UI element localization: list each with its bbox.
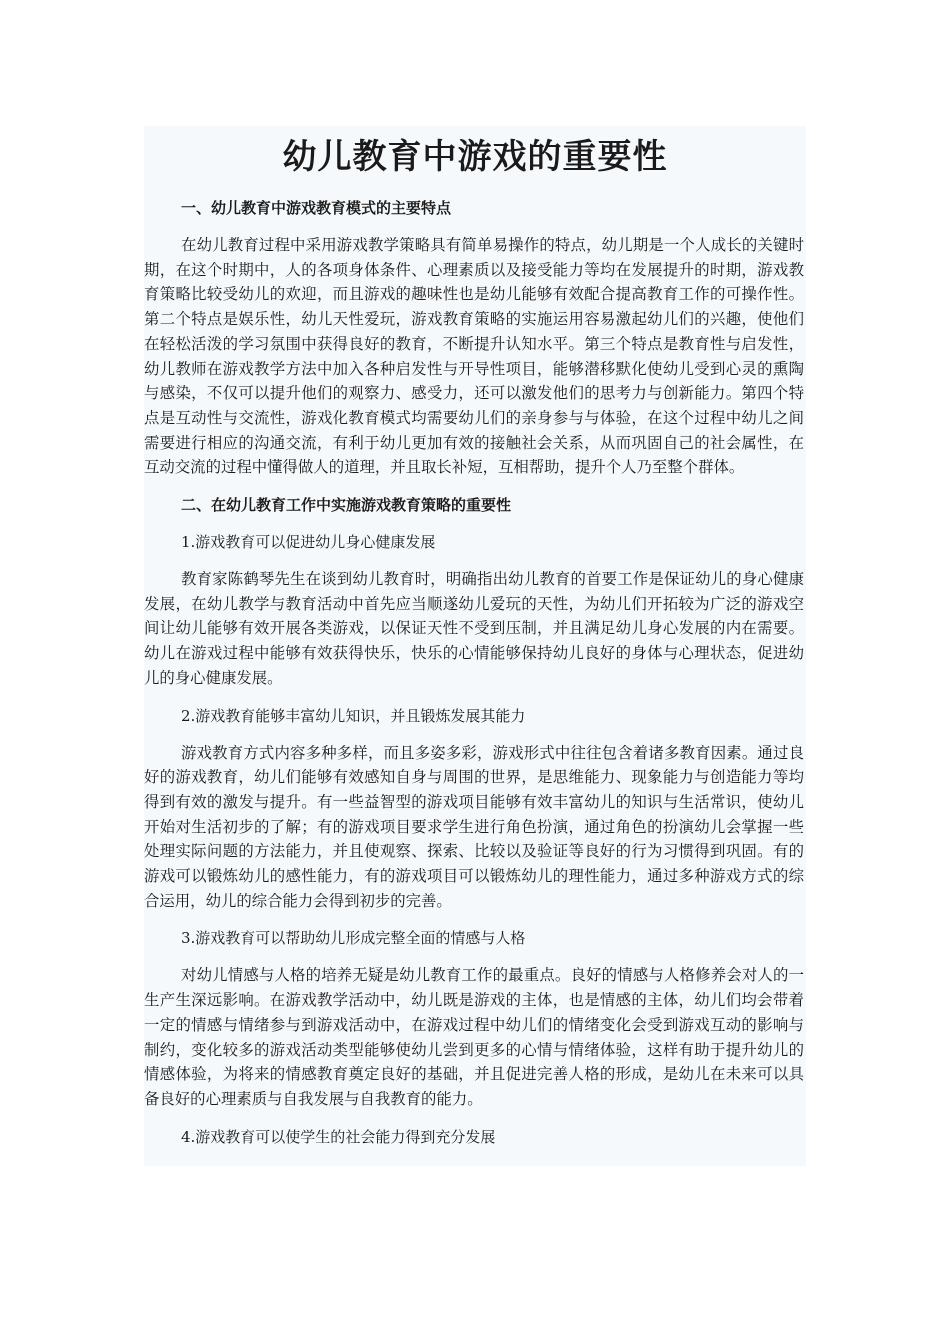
document-title: 幼儿教育中游戏的重要性 bbox=[282, 137, 668, 177]
subsection-2-heading: 2.游戏教育能够丰富幼儿知识，并且锻炼发展其能力 bbox=[181, 706, 526, 725]
subsection-3-paragraph: 对幼儿情感与人格的培养无疑是幼儿教育工作的最重点。良好的情感与人格修养会对人的一生产生深远影响。在游戏教学活动中，幼儿既是游戏的主体，也是情感的主体，幼儿们均会带着一定的情感与情绪参与到游戏活动中，在游戏过程中幼儿们的情绪变化会受到游戏互动的影响与制约，变化较多的游戏活动类型能够使幼儿尝到更多的心情与情绪体验，这样有助于提升幼儿的情感体验，为将来的情感教育奠定良好的基础，并且促进完善人格的形成，是幼儿在未来可以具备良好的心理素质与自我发展与自我教育的能力。 bbox=[144, 966, 804, 1108]
subsection-1-paragraph: 教育家陈鹤琴先生在谈到幼儿教育时，明确指出幼儿教育的首要工作是保证幼儿的身心健康发展，在幼儿教学与教育活动中首先应当顺遂幼儿爱玩的天性，为幼儿们开拓较为广泛的游戏空间让幼儿能够有效开展各类游戏，以保证天性不受到压制，并且满足幼儿身心发展的内在需要。幼儿在游戏过程中能够有效获得快乐，快乐的心情能够保持幼儿良好的身体与心理状态，促进幼儿的身心健康发展。 bbox=[144, 570, 804, 687]
document-page bbox=[144, 126, 806, 1166]
subsection-1-heading: 1.游戏教育可以促进幼儿身心健康发展 bbox=[181, 533, 436, 552]
subsection-2-paragraph: 游戏教育方式内容多种多样，而且多姿多彩，游戏形式中往往包含着诸多教育因素。通过良好的游戏教育，幼儿们能够有效感知自身与周围的世界，是思维能力、现象能力与创造能力等均得到有效的激发与提升。有一些益智型的游戏项目能够有效丰富幼儿的知识与生活常识，使幼儿开始对生活初步的了解；有的游戏项目要求学生进行角色扮演，通过角色的扮演幼儿会掌握一些处理实际问题的方法能力，并且使观察、探索、比较以及验证等良好的行为习惯得到巩固。有的游戏可以锻炼幼儿的感性能力，有的游戏项目可以锻炼幼儿的理性能力，通过多种游戏方式的综合运用，幼儿的综合能力会得到初步的完善。 bbox=[144, 743, 804, 910]
spacer bbox=[144, 691, 806, 704]
spacer bbox=[144, 728, 806, 741]
subsection-3-heading: 3.游戏教育可以帮助幼儿形成完整全面的情感与人格 bbox=[181, 929, 526, 948]
spacer bbox=[144, 554, 806, 567]
spacer bbox=[144, 950, 806, 963]
subsection-4-heading: 4.游戏教育可以使学生的社会能力得到充分发展 bbox=[181, 1127, 496, 1146]
section-2-heading: 二、在幼儿教育工作中实施游戏教育策略的重要性 bbox=[181, 496, 512, 515]
spacer bbox=[144, 184, 806, 196]
spacer bbox=[144, 480, 806, 493]
spacer bbox=[144, 913, 806, 926]
spacer bbox=[144, 517, 806, 530]
section-1-paragraph: 在幼儿教育过程中采用游戏教学策略具有简单易操作的特点，幼儿期是一个人成长的关键时期，在这个时期中，人的各项身体条件、心理素质以及接受能力等均在发展提升的时期，游戏教育策略比较受幼儿的欢迎，而且游戏的趣味性也是幼儿能够有效配合提高教育工作的可操作性。第二个特点是娱乐性，幼儿天性爱玩，游戏教育策略的实施运用容易激起幼儿们的兴趣，使他们在轻松活泼的学习氛围中获得良好的教育，不断提升认知水平。第三个特点是教育性与启发性，幼儿教师在游戏教学方法中加入各种启发性与开导性项目，能够潜移默化使幼儿受到心灵的熏陶与感染，不仅可以提升他们的观察力、感受力，还可以激发他们的思考力与创新能力。第四个特点是互动性与交流性，游戏化教育模式均需要幼儿们的亲身参与与体验，在这个过程中幼儿之间需要进行相应的沟通交流，有利于幼儿更加有效的接触社会关系，从而巩固自己的社会属性，在互动交流的过程中懂得做人的道理，并且取长补短，互相帮助，提升个人乃至整个群体。 bbox=[144, 236, 804, 477]
spacer bbox=[144, 1112, 806, 1125]
spacer bbox=[144, 220, 806, 233]
section-1-heading: 一、幼儿教育中游戏教育模式的主要特点 bbox=[181, 199, 452, 217]
